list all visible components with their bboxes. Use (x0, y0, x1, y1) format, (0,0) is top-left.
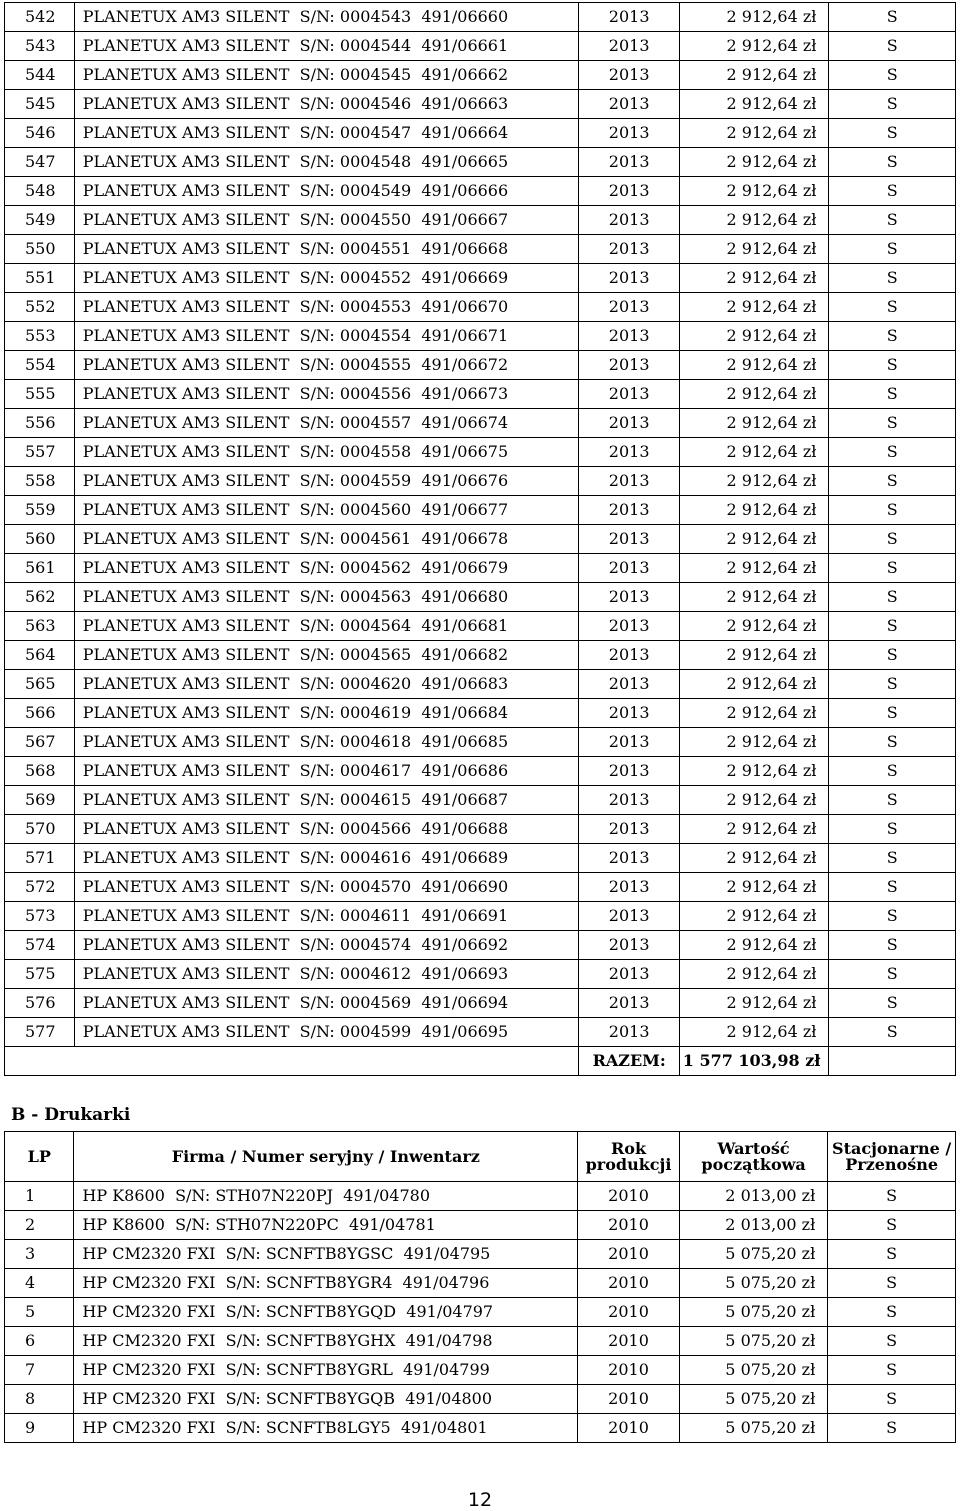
row-type: S (829, 960, 956, 989)
row-lp: 551 (5, 264, 75, 293)
row-value: 2 912,64 zł (680, 409, 829, 438)
table-row (5, 409, 956, 438)
row-year: 2010 (578, 1385, 680, 1414)
row-type: S (829, 119, 956, 148)
row-value: 2 912,64 zł (680, 786, 829, 815)
table-row (5, 1182, 956, 1211)
row-year: 2013 (578, 612, 680, 641)
row-value: 2 912,64 zł (680, 467, 829, 496)
row-type: S (828, 1385, 956, 1414)
row-value: 2 912,64 zł (680, 902, 829, 931)
total-blank-cell (5, 1047, 579, 1076)
table-row (5, 1414, 956, 1443)
row-type: S (829, 409, 956, 438)
row-lp: 8 (5, 1385, 74, 1414)
row-value: 2 912,64 zł (680, 641, 829, 670)
row-type: S (828, 1211, 956, 1240)
row-year: 2010 (578, 1269, 680, 1298)
row-year: 2013 (578, 728, 680, 757)
row-name: PLANETUX AM3 SILENT S/N: 0004553 491/06670 (74, 293, 578, 322)
row-lp: 548 (5, 177, 75, 206)
row-year: 2013 (578, 989, 680, 1018)
table-row (5, 844, 956, 873)
row-lp: 9 (5, 1414, 74, 1443)
row-type: S (829, 1018, 956, 1047)
row-lp: 567 (5, 728, 75, 757)
table-row (5, 525, 956, 554)
total-empty-cell (829, 1047, 956, 1076)
table-row (5, 438, 956, 467)
row-type: S (829, 496, 956, 525)
row-value: 5 075,20 zł (679, 1385, 827, 1414)
row-value: 2 912,64 zł (680, 206, 829, 235)
row-year: 2013 (578, 438, 680, 467)
row-year: 2013 (578, 496, 680, 525)
table-row (5, 61, 956, 90)
row-name: HP CM2320 FXI S/N: SCNFTB8YGSC 491/04795 (74, 1240, 578, 1269)
row-type: S (828, 1327, 956, 1356)
row-lp: 555 (5, 380, 75, 409)
row-value: 2 912,64 zł (680, 815, 829, 844)
row-lp: 5 (5, 1298, 74, 1327)
row-value: 2 912,64 zł (680, 844, 829, 873)
row-name: PLANETUX AM3 SILENT S/N: 0004560 491/06677 (74, 496, 578, 525)
row-type: S (829, 380, 956, 409)
row-year: 2013 (578, 3, 680, 32)
row-lp: 2 (5, 1211, 74, 1240)
table-row (5, 873, 956, 902)
section-title: B - Drukarki (11, 1105, 131, 1125)
row-name: PLANETUX AM3 SILENT S/N: 0004563 491/06680 (74, 583, 578, 612)
row-name: PLANETUX AM3 SILENT S/N: 0004561 491/06678 (74, 525, 578, 554)
row-lp: 562 (5, 583, 75, 612)
row-type: S (828, 1240, 956, 1269)
row-year: 2013 (578, 467, 680, 496)
row-year: 2010 (578, 1211, 680, 1240)
row-value: 2 912,64 zł (680, 612, 829, 641)
row-name: PLANETUX AM3 SILENT S/N: 0004555 491/06672 (74, 351, 578, 380)
row-year: 2010 (578, 1240, 680, 1269)
row-name: HP K8600 S/N: STH07N220PC 491/04781 (74, 1211, 578, 1240)
row-name: PLANETUX AM3 SILENT S/N: 0004547 491/06664 (74, 119, 578, 148)
row-type: S (829, 61, 956, 90)
row-name: PLANETUX AM3 SILENT S/N: 0004619 491/06684 (74, 699, 578, 728)
row-value: 2 912,64 zł (680, 728, 829, 757)
row-year: 2013 (578, 380, 680, 409)
row-value: 2 912,64 zł (680, 148, 829, 177)
table-row (5, 467, 956, 496)
row-year: 2013 (578, 902, 680, 931)
row-type: S (828, 1269, 956, 1298)
table-row (5, 264, 956, 293)
row-value: 2 912,64 zł (680, 235, 829, 264)
row-type: S (829, 583, 956, 612)
table-row (5, 235, 956, 264)
table-row (5, 757, 956, 786)
row-value: 2 013,00 zł (679, 1211, 827, 1240)
row-type: S (829, 728, 956, 757)
row-name: PLANETUX AM3 SILENT S/N: 0004570 491/06690 (74, 873, 578, 902)
header-name: Firma / Numer seryjny / Inwentarz (74, 1132, 578, 1182)
row-name: PLANETUX AM3 SILENT S/N: 0004616 491/06689 (74, 844, 578, 873)
total-row (5, 1047, 956, 1076)
row-year: 2013 (578, 293, 680, 322)
row-value: 2 912,64 zł (680, 670, 829, 699)
row-lp: 564 (5, 641, 75, 670)
row-year: 2013 (578, 699, 680, 728)
row-name: PLANETUX AM3 SILENT S/N: 0004620 491/06683 (74, 670, 578, 699)
table-row (5, 931, 956, 960)
row-type: S (829, 815, 956, 844)
table-row (5, 3, 956, 32)
table-row (5, 670, 956, 699)
row-year: 2013 (578, 525, 680, 554)
table-row (5, 90, 956, 119)
row-name: PLANETUX AM3 SILENT S/N: 0004556 491/06673 (74, 380, 578, 409)
row-lp: 570 (5, 815, 75, 844)
row-value: 2 912,64 zł (680, 380, 829, 409)
row-type: S (829, 786, 956, 815)
row-type: S (829, 438, 956, 467)
row-year: 2013 (578, 235, 680, 264)
row-type: S (829, 757, 956, 786)
row-lp: 577 (5, 1018, 75, 1047)
row-year: 2013 (578, 931, 680, 960)
row-lp: 554 (5, 351, 75, 380)
row-type: S (829, 612, 956, 641)
row-year: 2013 (578, 786, 680, 815)
row-year: 2013 (578, 641, 680, 670)
row-lp: 4 (5, 1269, 74, 1298)
page-number: 12 (467, 1489, 493, 1511)
row-name: HP CM2320 FXI S/N: SCNFTB8YGHX 491/04798 (74, 1327, 578, 1356)
row-value: 2 912,64 zł (680, 119, 829, 148)
row-lp: 571 (5, 844, 75, 873)
row-value: 2 912,64 zł (680, 3, 829, 32)
row-type: S (829, 931, 956, 960)
table-row (5, 554, 956, 583)
row-name: PLANETUX AM3 SILENT S/N: 0004611 491/06691 (74, 902, 578, 931)
row-type: S (829, 351, 956, 380)
row-value: 2 912,64 zł (680, 525, 829, 554)
row-year: 2013 (578, 960, 680, 989)
row-name: PLANETUX AM3 SILENT S/N: 0004566 491/06688 (74, 815, 578, 844)
row-type: S (829, 844, 956, 873)
row-year: 2013 (578, 148, 680, 177)
row-type: S (829, 902, 956, 931)
row-lp: 556 (5, 409, 75, 438)
row-value: 2 912,64 zł (680, 496, 829, 525)
row-year: 2013 (578, 351, 680, 380)
row-value: 5 075,20 zł (679, 1240, 827, 1269)
header-type: Stacjonarne / Przenośne (828, 1132, 956, 1182)
row-name: PLANETUX AM3 SILENT S/N: 0004574 491/06692 (74, 931, 578, 960)
row-type: S (829, 293, 956, 322)
row-year: 2010 (578, 1298, 680, 1327)
row-name: PLANETUX AM3 SILENT S/N: 0004548 491/06665 (74, 148, 578, 177)
row-type: S (829, 235, 956, 264)
row-name: HP CM2320 FXI S/N: SCNFTB8YGR4 491/04796 (74, 1269, 578, 1298)
row-lp: 576 (5, 989, 75, 1018)
table-row (5, 1327, 956, 1356)
row-year: 2013 (578, 177, 680, 206)
row-name: PLANETUX AM3 SILENT S/N: 0004612 491/06693 (74, 960, 578, 989)
row-name: PLANETUX AM3 SILENT S/N: 0004543 491/06660 (74, 3, 578, 32)
row-name: PLANETUX AM3 SILENT S/N: 0004615 491/06687 (74, 786, 578, 815)
row-lp: 559 (5, 496, 75, 525)
row-value: 2 912,64 zł (680, 322, 829, 351)
row-value: 2 912,64 zł (680, 351, 829, 380)
row-name: HP K8600 S/N: STH07N220PJ 491/04780 (74, 1182, 578, 1211)
table-row (5, 1269, 956, 1298)
row-year: 2013 (578, 409, 680, 438)
table-row (5, 815, 956, 844)
row-lp: 574 (5, 931, 75, 960)
row-value: 2 912,64 zł (680, 583, 829, 612)
row-lp: 569 (5, 786, 75, 815)
row-type: S (829, 322, 956, 351)
row-value: 2 912,64 zł (680, 873, 829, 902)
row-lp: 6 (5, 1327, 74, 1356)
row-year: 2013 (578, 32, 680, 61)
row-type: S (829, 989, 956, 1018)
row-value: 2 912,64 zł (680, 931, 829, 960)
table-row (5, 496, 956, 525)
row-type: S (829, 264, 956, 293)
row-name: PLANETUX AM3 SILENT S/N: 0004545 491/06662 (74, 61, 578, 90)
table-row (5, 1018, 956, 1047)
row-name: HP CM2320 FXI S/N: SCNFTB8YGQB 491/04800 (74, 1385, 578, 1414)
row-name: PLANETUX AM3 SILENT S/N: 0004569 491/06694 (74, 989, 578, 1018)
row-name: HP CM2320 FXI S/N: SCNFTB8YGQD 491/04797 (74, 1298, 578, 1327)
row-name: PLANETUX AM3 SILENT S/N: 0004554 491/06671 (74, 322, 578, 351)
row-lp: 542 (5, 3, 75, 32)
row-type: S (829, 525, 956, 554)
table-row (5, 583, 956, 612)
row-value: 2 912,64 zł (680, 293, 829, 322)
row-name: PLANETUX AM3 SILENT S/N: 0004564 491/06681 (74, 612, 578, 641)
table-row (5, 641, 956, 670)
row-value: 2 912,64 zł (680, 699, 829, 728)
row-value: 5 075,20 zł (679, 1414, 827, 1443)
row-lp: 547 (5, 148, 75, 177)
row-year: 2013 (578, 583, 680, 612)
row-type: S (829, 873, 956, 902)
row-lp: 3 (5, 1240, 74, 1269)
row-year: 2013 (578, 119, 680, 148)
row-type: S (829, 467, 956, 496)
row-value: 2 013,00 zł (679, 1182, 827, 1211)
row-name: PLANETUX AM3 SILENT S/N: 0004562 491/06679 (74, 554, 578, 583)
printers-table (4, 1131, 956, 1443)
row-year: 2013 (578, 1018, 680, 1047)
row-value: 5 075,20 zł (679, 1298, 827, 1327)
row-name: PLANETUX AM3 SILENT S/N: 0004558 491/06675 (74, 438, 578, 467)
table-row (5, 960, 956, 989)
row-year: 2010 (578, 1414, 680, 1443)
row-name: HP CM2320 FXI S/N: SCNFTB8YGRL 491/04799 (74, 1356, 578, 1385)
row-name: PLANETUX AM3 SILENT S/N: 0004565 491/06682 (74, 641, 578, 670)
row-value: 2 912,64 zł (680, 1018, 829, 1047)
row-name: HP CM2320 FXI S/N: SCNFTB8LGY5 491/04801 (74, 1414, 578, 1443)
row-year: 2013 (578, 322, 680, 351)
row-name: PLANETUX AM3 SILENT S/N: 0004559 491/06676 (74, 467, 578, 496)
table-row (5, 728, 956, 757)
row-year: 2010 (578, 1356, 680, 1385)
row-type: S (829, 32, 956, 61)
row-value: 2 912,64 zł (680, 32, 829, 61)
row-value: 2 912,64 zł (680, 757, 829, 786)
header-value: Wartość początkowa (679, 1132, 827, 1182)
printers-header-row (5, 1132, 956, 1182)
row-type: S (829, 699, 956, 728)
row-lp: 557 (5, 438, 75, 467)
row-lp: 568 (5, 757, 75, 786)
table-row (5, 380, 956, 409)
row-type: S (829, 177, 956, 206)
row-value: 2 912,64 zł (680, 960, 829, 989)
row-type: S (829, 90, 956, 119)
row-year: 2010 (578, 1327, 680, 1356)
table-row (5, 612, 956, 641)
row-name: PLANETUX AM3 SILENT S/N: 0004617 491/06686 (74, 757, 578, 786)
table-row (5, 322, 956, 351)
row-year: 2010 (578, 1182, 680, 1211)
row-value: 2 912,64 zł (680, 61, 829, 90)
row-year: 2013 (578, 815, 680, 844)
computers-table-body (5, 3, 956, 1047)
row-lp: 561 (5, 554, 75, 583)
row-value: 5 075,20 zł (679, 1269, 827, 1298)
row-value: 2 912,64 zł (680, 264, 829, 293)
row-lp: 566 (5, 699, 75, 728)
table-row (5, 119, 956, 148)
row-lp: 544 (5, 61, 75, 90)
row-lp: 550 (5, 235, 75, 264)
printers-table-body (5, 1182, 956, 1443)
row-value: 5 075,20 zł (679, 1327, 827, 1356)
row-value: 2 912,64 zł (680, 989, 829, 1018)
row-year: 2013 (578, 264, 680, 293)
header-lp: LP (5, 1132, 74, 1182)
row-name: PLANETUX AM3 SILENT S/N: 0004544 491/06661 (74, 32, 578, 61)
row-lp: 563 (5, 612, 75, 641)
row-lp: 572 (5, 873, 75, 902)
table-row (5, 1240, 956, 1269)
total-value: 1 577 103,98 zł (680, 1047, 829, 1076)
row-lp: 558 (5, 467, 75, 496)
row-type: S (829, 206, 956, 235)
table-row (5, 1298, 956, 1327)
row-lp: 546 (5, 119, 75, 148)
table-row (5, 177, 956, 206)
row-lp: 560 (5, 525, 75, 554)
computers-table (4, 2, 956, 1076)
table-row (5, 1356, 956, 1385)
row-year: 2013 (578, 90, 680, 119)
row-name: PLANETUX AM3 SILENT S/N: 0004599 491/06695 (74, 1018, 578, 1047)
table-row (5, 206, 956, 235)
total-label: RAZEM: (578, 1047, 680, 1076)
row-lp: 552 (5, 293, 75, 322)
row-type: S (829, 3, 956, 32)
row-lp: 549 (5, 206, 75, 235)
row-type: S (829, 148, 956, 177)
row-type: S (828, 1356, 956, 1385)
table-row (5, 699, 956, 728)
row-name: PLANETUX AM3 SILENT S/N: 0004546 491/06663 (74, 90, 578, 119)
row-year: 2013 (578, 554, 680, 583)
table-row (5, 1211, 956, 1240)
row-name: PLANETUX AM3 SILENT S/N: 0004552 491/06669 (74, 264, 578, 293)
row-type: S (829, 670, 956, 699)
row-value: 2 912,64 zł (680, 554, 829, 583)
row-value: 2 912,64 zł (680, 90, 829, 119)
table-row (5, 148, 956, 177)
header-year: Rok produkcji (578, 1132, 680, 1182)
table-row (5, 351, 956, 380)
row-value: 5 075,20 zł (679, 1356, 827, 1385)
row-lp: 575 (5, 960, 75, 989)
row-year: 2013 (578, 61, 680, 90)
table-row (5, 989, 956, 1018)
row-year: 2013 (578, 844, 680, 873)
row-lp: 565 (5, 670, 75, 699)
row-type: S (828, 1298, 956, 1327)
table-row (5, 1385, 956, 1414)
row-name: PLANETUX AM3 SILENT S/N: 0004557 491/06674 (74, 409, 578, 438)
row-value: 2 912,64 zł (680, 177, 829, 206)
row-year: 2013 (578, 206, 680, 235)
row-name: PLANETUX AM3 SILENT S/N: 0004549 491/06666 (74, 177, 578, 206)
row-lp: 543 (5, 32, 75, 61)
row-year: 2013 (578, 757, 680, 786)
row-lp: 7 (5, 1356, 74, 1385)
row-name: PLANETUX AM3 SILENT S/N: 0004550 491/06667 (74, 206, 578, 235)
row-year: 2013 (578, 873, 680, 902)
row-type: S (828, 1182, 956, 1211)
table-row (5, 32, 956, 61)
row-lp: 1 (5, 1182, 74, 1211)
row-lp: 545 (5, 90, 75, 119)
row-type: S (828, 1414, 956, 1443)
row-lp: 553 (5, 322, 75, 351)
row-name: PLANETUX AM3 SILENT S/N: 0004551 491/06668 (74, 235, 578, 264)
table-row (5, 902, 956, 931)
row-year: 2013 (578, 670, 680, 699)
row-name: PLANETUX AM3 SILENT S/N: 0004618 491/06685 (74, 728, 578, 757)
table-row (5, 293, 956, 322)
row-lp: 573 (5, 902, 75, 931)
row-type: S (829, 554, 956, 583)
row-type: S (829, 641, 956, 670)
table-row (5, 786, 956, 815)
row-value: 2 912,64 zł (680, 438, 829, 467)
